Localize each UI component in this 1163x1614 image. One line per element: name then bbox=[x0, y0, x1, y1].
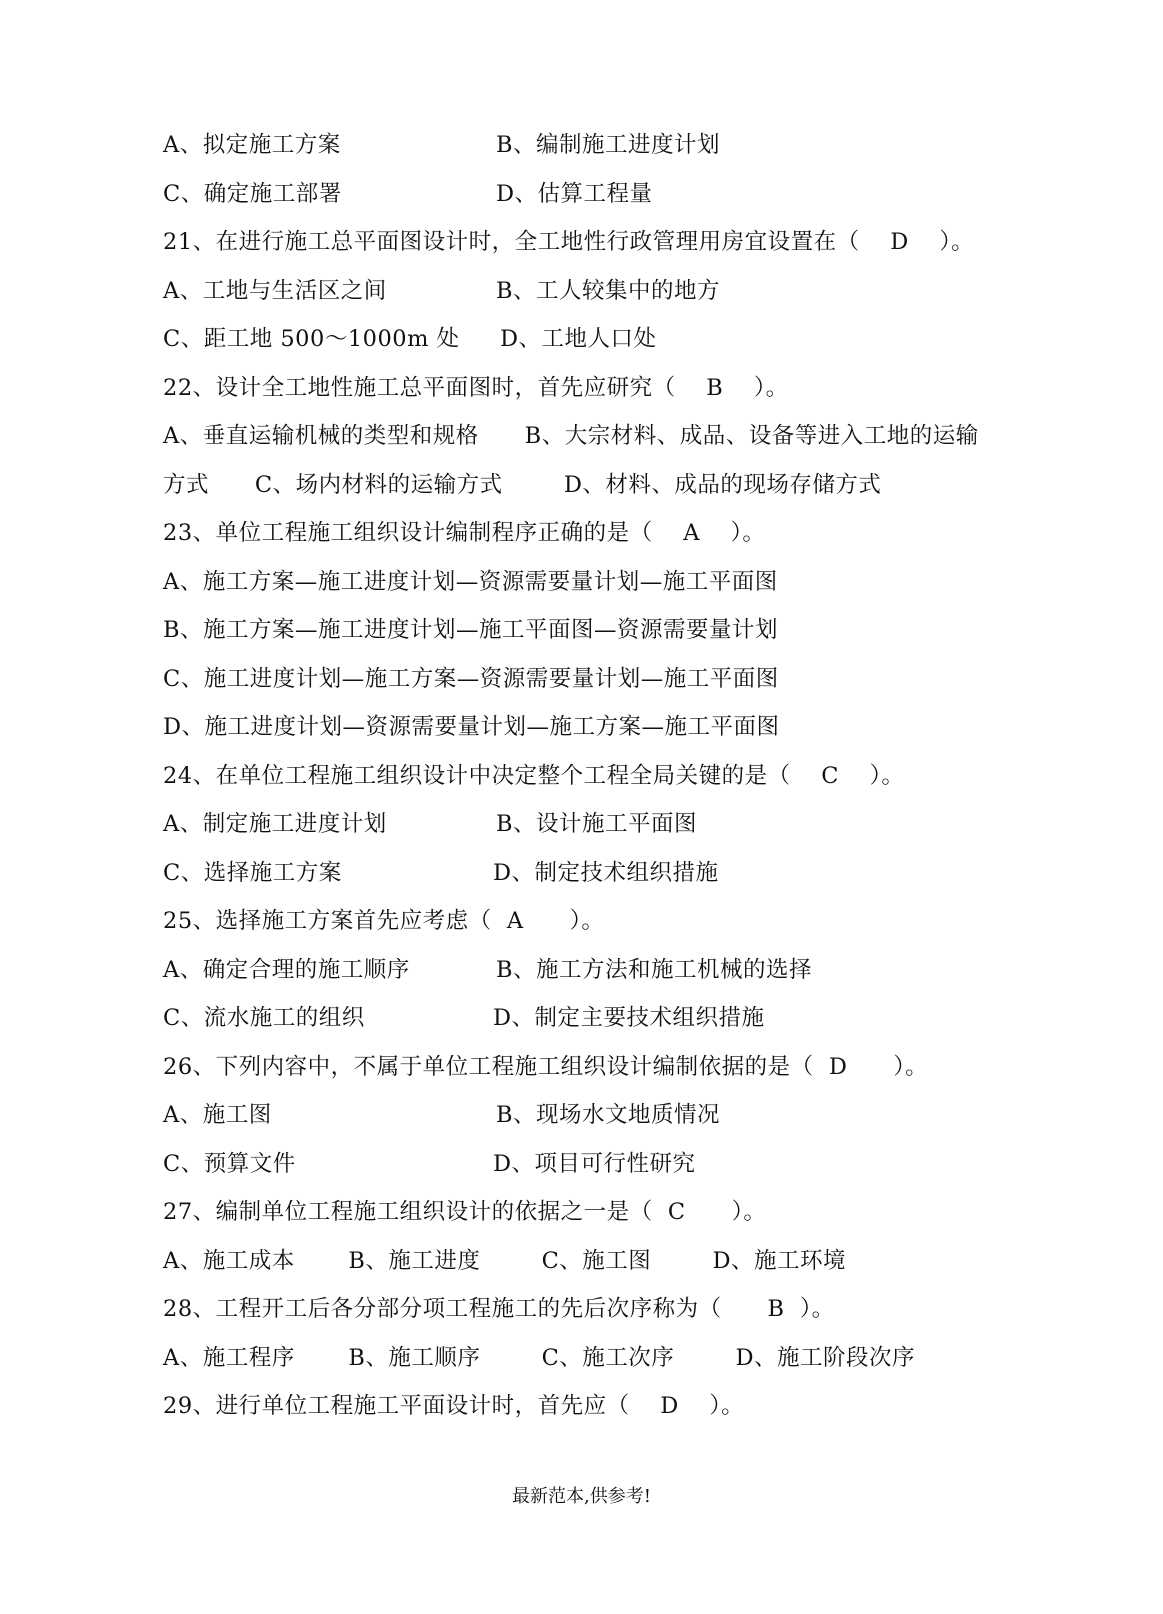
option-line: C、施工进度计划—施工方案—资源需要量计划—施工平面图 bbox=[163, 666, 779, 692]
option-text: D、制定主要技术组织措施 bbox=[493, 1005, 765, 1031]
option-line: A、施工程序 B、施工顺序 C、施工次序 D、施工阶段次序 bbox=[163, 1345, 916, 1371]
option-text: D、制定技术组织措施 bbox=[493, 860, 719, 886]
option-line: 方式 C、场内材料的运输方式 D、材料、成品的现场存储方式 bbox=[163, 472, 882, 498]
option-text: A、施工图 bbox=[163, 1102, 272, 1128]
option-line: B、施工方案—施工进度计划—施工平面图—资源需要量计划 bbox=[163, 617, 779, 643]
question-line: 26、下列内容中，不属于单位工程施工组织设计编制依据的是（ D ）。 bbox=[163, 1054, 929, 1080]
option-text: C、选择施工方案 bbox=[163, 860, 342, 886]
option-text: C、预算文件 bbox=[163, 1151, 296, 1177]
option-text: D、估算工程量 bbox=[496, 181, 653, 207]
option-text: B、现场水文地质情况 bbox=[496, 1102, 721, 1128]
question-line: 25、选择施工方案首先应考虑（ A ）。 bbox=[163, 908, 605, 934]
option-line: A、施工方案—施工进度计划—资源需要量计划—施工平面图 bbox=[163, 569, 778, 595]
question-line: 28、工程开工后各分部分项工程施工的先后次序称为（ B ）。 bbox=[163, 1296, 835, 1322]
option-text: C、确定施工部署 bbox=[163, 181, 342, 207]
question-line: 22、设计全工地性施工总平面图时，首先应研究（ B ）。 bbox=[163, 375, 789, 401]
question-line: 23、单位工程施工组织设计编制程序正确的是（ A ）。 bbox=[163, 520, 766, 546]
question-line: 27、编制单位工程施工组织设计的依据之一是（ C ）。 bbox=[163, 1199, 767, 1225]
option-text: D、工地人口处 bbox=[500, 326, 657, 352]
option-text: D、项目可行性研究 bbox=[493, 1151, 696, 1177]
option-text: C、距工地 500～1000m 处 bbox=[163, 326, 460, 352]
option-text: B、施工方法和施工机械的选择 bbox=[496, 957, 813, 983]
option-text: B、编制施工进度计划 bbox=[496, 132, 721, 158]
option-text: A、工地与生活区之间 bbox=[163, 278, 387, 304]
option-text: C、流水施工的组织 bbox=[163, 1005, 365, 1031]
option-line: A、施工成本 B、施工进度 C、施工图 D、施工环境 bbox=[163, 1248, 847, 1274]
option-text: B、工人较集中的地方 bbox=[496, 278, 721, 304]
option-text: A、制定施工进度计划 bbox=[163, 811, 387, 837]
page-footer: 最新范本,供参考! bbox=[512, 1486, 651, 1507]
option-line: A、垂直运输机械的类型和规格 B、大宗材料、成品、设备等进入工地的运输 bbox=[163, 423, 979, 449]
option-text: A、拟定施工方案 bbox=[163, 132, 341, 158]
question-line: 21、在进行施工总平面图设计时，全工地性行政管理用房宜设置在（ D ）。 bbox=[163, 229, 975, 255]
question-line: 24、在单位工程施工组织设计中决定整个工程全局关键的是（ C ）。 bbox=[163, 763, 905, 789]
option-text: A、确定合理的施工顺序 bbox=[163, 957, 410, 983]
option-line: D、施工进度计划—资源需要量计划—施工方案—施工平面图 bbox=[163, 714, 780, 740]
question-line: 29、进行单位工程施工平面设计时，首先应（ D ）。 bbox=[163, 1393, 745, 1419]
option-text: B、设计施工平面图 bbox=[496, 811, 698, 837]
